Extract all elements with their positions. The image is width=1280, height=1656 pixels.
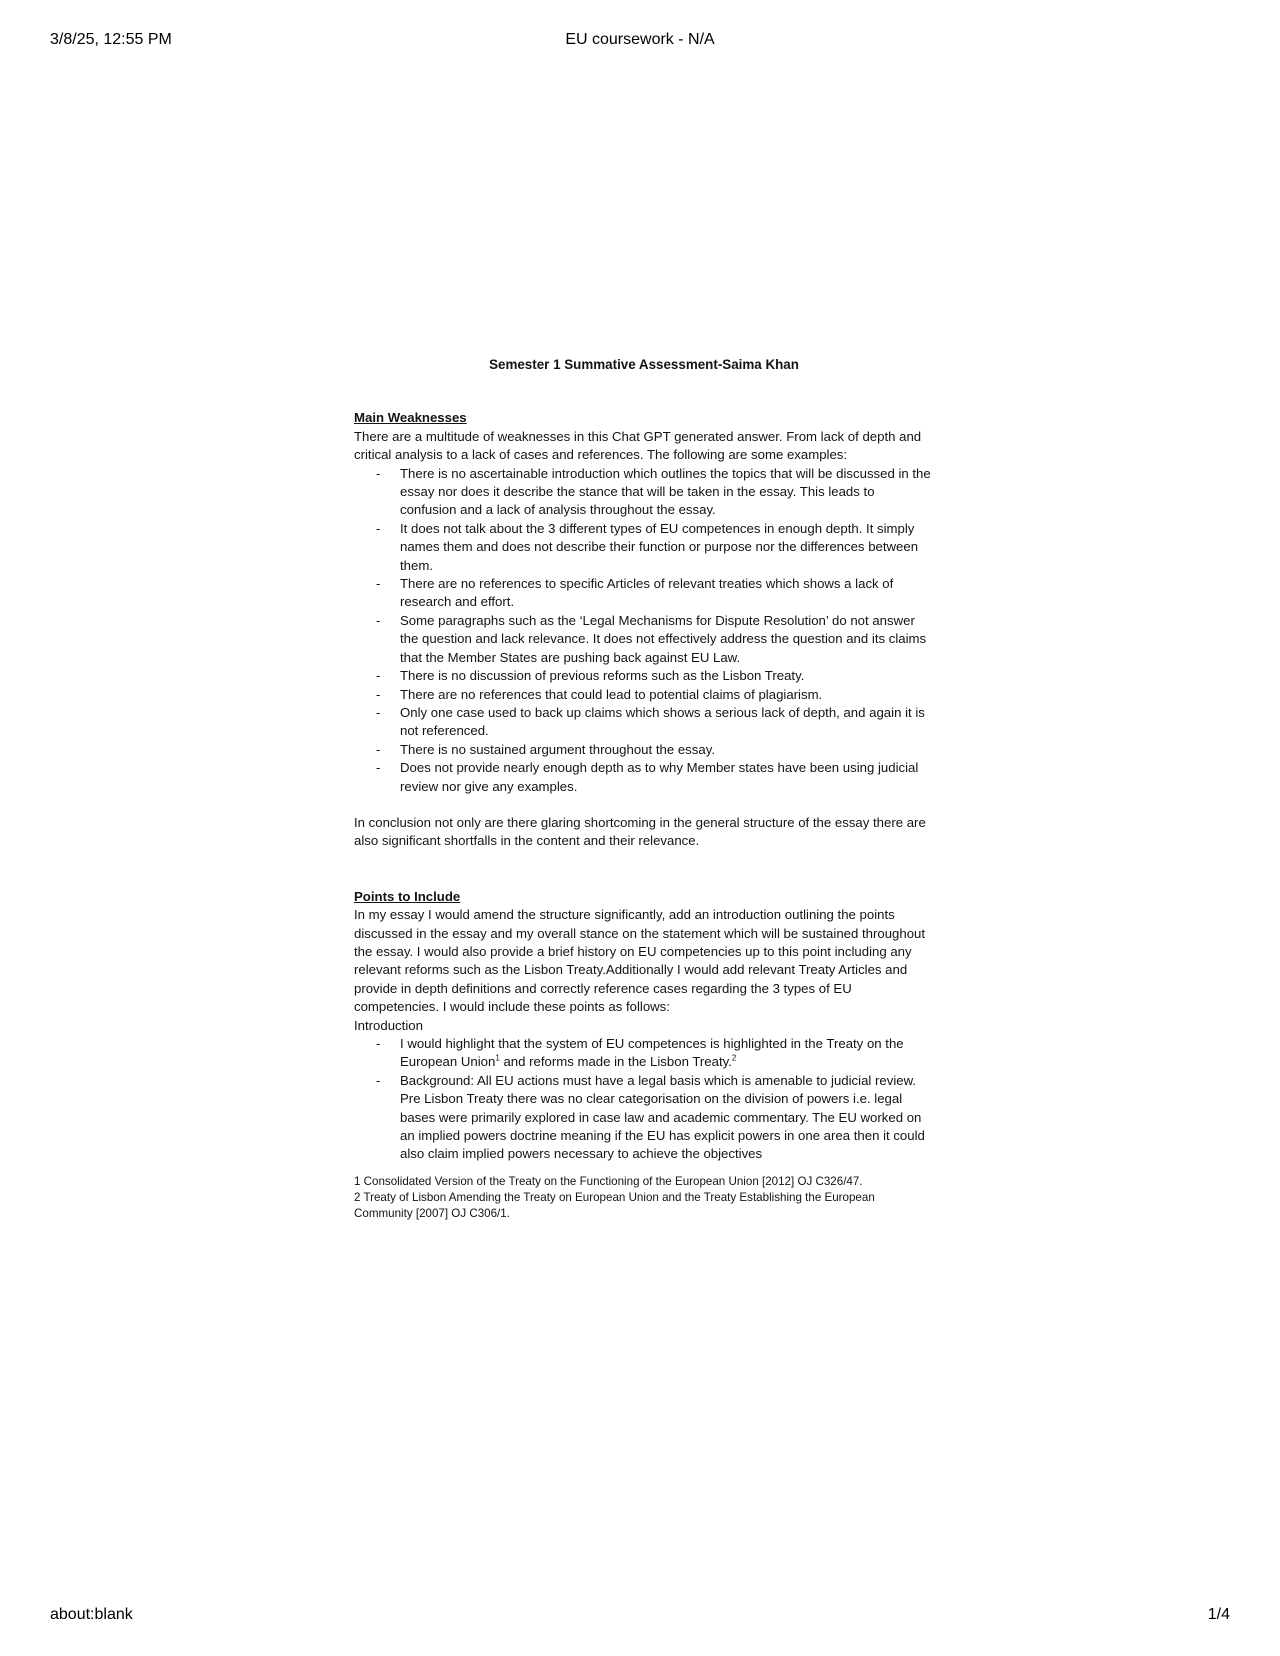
dash-bullet-icon: - bbox=[376, 1036, 381, 1051]
list-item-text: Some paragraphs such as the ‘Legal Mechanisms for Dispute Resolution’ do not answer the question and lack relevance. It does not effectively address the question and its claims that the Member States are pushing back against EU Law. bbox=[400, 612, 927, 665]
list-item bbox=[354, 704, 934, 741]
footnote-1: 1 Consolidated Version of the Treaty on the Functioning of the European Union [2012] OJ C326/47. bbox=[354, 1174, 863, 1188]
weaknesses-list bbox=[354, 465, 934, 796]
footnote-ref-1[interactable]: 1 bbox=[495, 1054, 500, 1064]
list-item bbox=[354, 1072, 934, 1164]
weaknesses-intro: There are a multitude of weaknesses in this Chat GPT generated answer. From lack of depth and critical analysis to a lack of cases and references. The following are some examples: bbox=[354, 428, 922, 463]
points-list bbox=[354, 1035, 934, 1164]
dash-bullet-icon: - bbox=[376, 704, 381, 720]
print-header bbox=[0, 31, 1280, 53]
document-page bbox=[354, 356, 934, 1222]
list-item-text: Does not provide nearly enough depth as to why Member states have been using judicial review nor give any examples. bbox=[400, 760, 919, 794]
dash-bullet-icon: - bbox=[376, 741, 381, 757]
document-title: Semester 1 Summative Assessment-Saima Khan bbox=[489, 357, 799, 372]
list-item bbox=[354, 759, 934, 796]
list-item bbox=[354, 520, 934, 575]
footnotes bbox=[354, 1174, 934, 1222]
heading-main-weaknesses: Main Weaknesses bbox=[354, 410, 467, 426]
list-item-text: Only one case used to back up claims which shows a serious lack of depth, and again it is not referenced. bbox=[400, 704, 925, 739]
dash-bullet-icon: - bbox=[376, 668, 381, 684]
footnote-2: 2 Treaty of Lisbon Amending the Treaty on European Union and the Treaty Establishing the European Community [2007] OJ C306/1. bbox=[354, 1190, 875, 1220]
list-item-text: There is no ascertainable introduction which outlines the topics that will be discussed in the essay nor does it describe the stance that will be taken in the essay. This leads to confusion and a lack of analysis throughout the essay. bbox=[400, 465, 931, 518]
dash-bullet-icon: - bbox=[376, 465, 381, 481]
list-item-text: There is no discussion of previous reforms such as the Lisbon Treaty. bbox=[400, 668, 805, 684]
dash-bullet-icon: - bbox=[376, 1072, 381, 1088]
list-item-text: and reforms made in the Lisbon Treaty. bbox=[499, 1054, 732, 1070]
dash-bullet-icon: - bbox=[376, 760, 381, 776]
list-item-text: There are no references that could lead to potential claims of plagiarism. bbox=[400, 686, 823, 702]
list-item bbox=[354, 686, 934, 704]
list-item-text: Background: All EU actions must have a legal basis which is amenable to judicial review. Pre Lisbon Treaty there was no clear categorisation on the division of powers i.e. legal bases were primarily explored in case law and academic commentary. The EU worked on an implied powers doctrine meaning if the EU has explicit powers in one area then it could also claim implied powers necessary to achieve the objectives bbox=[400, 1072, 925, 1162]
weaknesses-conclusion: In conclusion not only are there glaring shortcoming in the general structure of the essay there are also significant shortfalls in the content and their relevance. bbox=[354, 814, 926, 849]
list-item bbox=[354, 465, 934, 520]
list-item bbox=[354, 612, 934, 667]
subheading-introduction: Introduction bbox=[354, 1017, 423, 1033]
list-item bbox=[354, 1035, 934, 1072]
print-footer bbox=[0, 1606, 1280, 1628]
page-indicator: 1/4 bbox=[1207, 1606, 1230, 1623]
print-title: EU coursework - N/A bbox=[565, 31, 715, 48]
list-item bbox=[354, 667, 934, 685]
dash-bullet-icon: - bbox=[376, 576, 381, 592]
print-url: about:blank bbox=[50, 1606, 133, 1623]
list-item-text: I would highlight that the system of EU competences is highlighted in the Treaty on the European Union bbox=[400, 1036, 904, 1070]
dash-bullet-icon: - bbox=[376, 686, 381, 702]
list-item-text: There are no references to specific Articles of relevant treaties which shows a lack of research and effort. bbox=[400, 576, 894, 610]
list-item-text: It does not talk about the 3 different types of EU competences in enough depth. It simply names them and does not describe their function or purpose nor the differences between them. bbox=[400, 520, 919, 573]
heading-points-to-include: Points to Include bbox=[354, 888, 461, 904]
footnote-ref-2[interactable]: 2 bbox=[731, 1054, 737, 1064]
points-intro: In my essay I would amend the structure significantly, add an introduction outlining the points discussed in the essay and my overall stance on the statement which will be sustained throughout the essay. I would also provide a brief history on EU competencies up to this point including any relevant reforms such as the Lisbon Treaty.Additionally I would add relevant Treaty Articles and provide in depth definitions and correctly reference cases regarding the 3 types of EU competencies. I would include these points as follows: bbox=[354, 907, 926, 1015]
list-item-text: There is no sustained argument throughout the essay. bbox=[400, 741, 715, 757]
print-datetime: 3/8/25, 12:55 PM bbox=[50, 31, 172, 48]
dash-bullet-icon: - bbox=[376, 520, 381, 536]
dash-bullet-icon: - bbox=[376, 612, 381, 628]
list-item bbox=[354, 741, 934, 759]
list-item bbox=[354, 575, 934, 612]
